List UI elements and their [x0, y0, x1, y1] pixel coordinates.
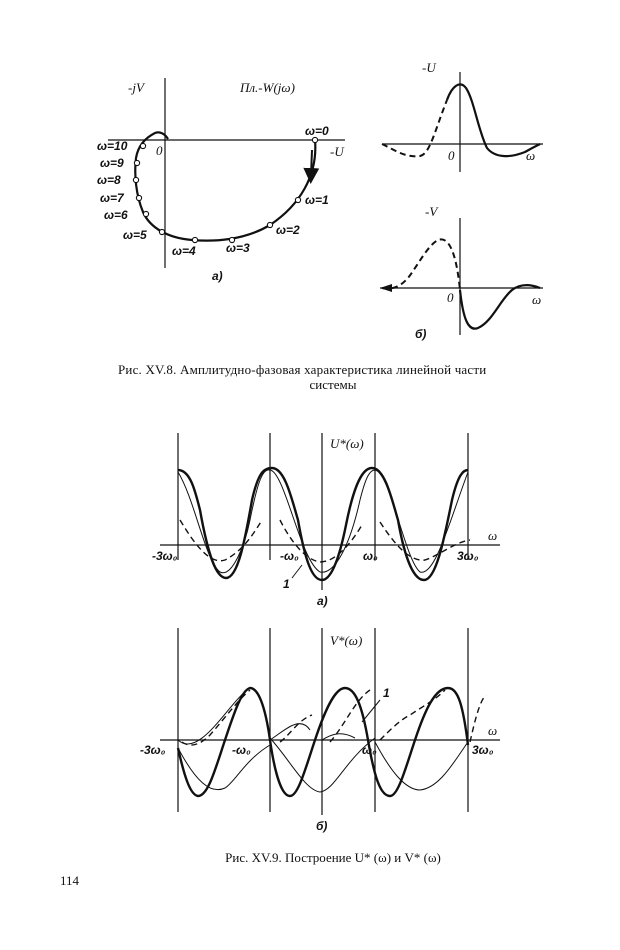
marker-omega-7: [136, 195, 141, 200]
u-star-tick-pos3: 3ω₀: [457, 549, 479, 563]
u-star-tick-pos1: ω₀: [363, 549, 378, 563]
omega-label-0: ω=0: [305, 124, 329, 138]
omega-label-8: ω=8: [97, 173, 121, 187]
u-star-bold-curve: [178, 468, 468, 580]
u-axis-label: -U: [422, 60, 436, 75]
u-star-panel-label: а): [317, 594, 328, 608]
v-star-x-label: ω: [488, 723, 498, 738]
fig8-caption-line2: системы: [309, 377, 357, 392]
u-star-label-leader: [292, 565, 302, 578]
omega-label-6: ω=6: [104, 208, 128, 222]
v-star-label-leader: [362, 700, 380, 722]
omega-label-7: ω=7: [100, 191, 124, 205]
v-star-curve-label: 1: [383, 686, 390, 700]
panel-label-a: а): [212, 269, 223, 283]
v-origin-label: 0: [447, 290, 454, 305]
v-star-panel-label: б): [316, 819, 328, 833]
marker-omega-5: [159, 229, 164, 234]
u-star-x-label: ω: [488, 528, 498, 543]
omega-label-5: ω=5: [123, 228, 147, 242]
v-curve-solid: [460, 285, 540, 328]
v-star-title: V*(ω): [330, 633, 363, 648]
v-star-bold-curve: [178, 688, 468, 796]
v-x-label: ω: [532, 292, 542, 307]
u-star-plot: [152, 433, 500, 608]
u-star-tick-neg1: -ω₀: [280, 549, 299, 563]
v-omega-plot: [380, 204, 543, 341]
u-star-tick-neg3: -3ω₀: [152, 549, 178, 563]
marker-omega-1: [295, 197, 300, 202]
u-x-label: ω: [526, 148, 536, 163]
marker-omega-4: [192, 237, 197, 242]
u-star-title: U*(ω): [330, 436, 364, 451]
v-star-plot: [140, 628, 500, 833]
u-curve-solid: [447, 84, 540, 156]
axis-label-neg-jv: -jV: [128, 80, 144, 95]
omega-label-1: ω=1: [305, 193, 329, 207]
omega-label-3: ω=3: [226, 241, 250, 255]
marker-omega-8: [133, 177, 138, 182]
u-star-curve-label: 1: [283, 577, 290, 591]
fig8-caption-line1: Рис. XV.8. Амплитудно-фазовая характеристика линейной части: [118, 362, 487, 377]
u-curve-dashed: [382, 100, 447, 156]
u-origin-label: 0: [448, 148, 455, 163]
v-axis-label: -V: [425, 204, 438, 219]
v-star-vertical-lines: [178, 628, 468, 815]
v-star-tick-neg3: -3ω₀: [140, 743, 166, 757]
nyquist-plot: [97, 78, 345, 283]
origin-label: 0: [156, 143, 163, 158]
v-star-tick-pos1: ω₀: [362, 743, 377, 757]
marker-omega-2: [267, 222, 272, 227]
fig9-caption: Рис. XV.9. Построение U* (ω) и V* (ω): [225, 850, 441, 865]
v-curve-dashed: [382, 239, 460, 290]
page-number: 114: [60, 873, 80, 888]
omega-label-4: ω=4: [172, 244, 196, 258]
u-star-dashed-curve: [180, 520, 470, 562]
panel-label-b: б): [415, 327, 427, 341]
direction-arrow: [311, 150, 312, 176]
v-star-tick-pos3: 3ω₀: [472, 743, 494, 757]
marker-omega-9: [134, 160, 139, 165]
u-star-vertical-lines: [178, 433, 468, 590]
u-omega-plot: [382, 60, 543, 172]
omega-label-9: ω=9: [100, 156, 124, 170]
marker-omega-0: [312, 137, 317, 142]
v-star-tick-neg1: -ω₀: [232, 743, 251, 757]
omega-label-2: ω=2: [276, 223, 300, 237]
v-left-arrow: [380, 284, 392, 292]
marker-omega-10: [140, 143, 145, 148]
axis-label-neg-u: -U: [330, 144, 344, 159]
u-star-thin-curve: [178, 470, 468, 573]
omega-label-10: ω=10: [97, 139, 128, 153]
marker-omega-6: [143, 211, 148, 216]
plot-title: Пл.-W(jω): [240, 80, 295, 95]
